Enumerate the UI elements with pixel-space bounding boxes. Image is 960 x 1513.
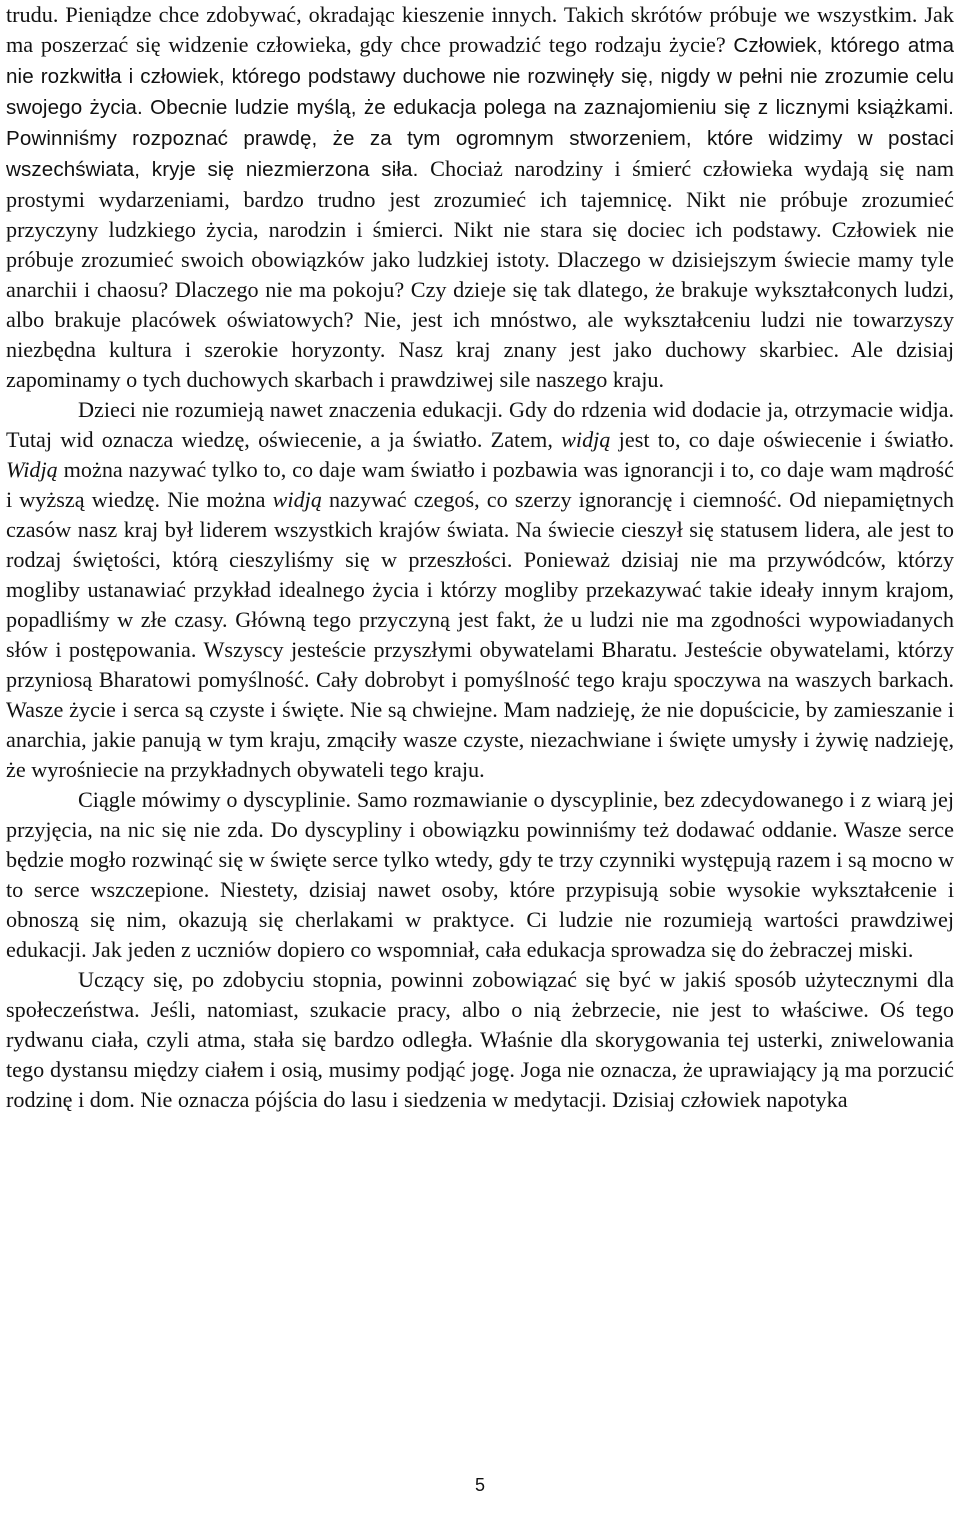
paragraph-2 — [6, 395, 954, 785]
text-run: Chociaż narodziny i śmierć człowieka wydają się nam prostymi wydarzeniami, bardzo trudno jest zrozumieć ich tajemnicę. Nikt nie próbuje zrozumieć przyczyny ludzkiego życia, narodzin i śmierci. Nikt nie stara się dociec ich podstawy. Człowiek nie próbuje zrozumieć swoich obowiązków jako ludzkiej istoty. Dlaczego w dzisiejszym świecie mamy tyle anarchii i chaosu? Dlaczego nie ma pokoju? Czy dzieje się tak dlatego, że brakuje wykształconych ludzi, albo brakuje placówek oświatowych? Nie, jest ich mnóstwo, ale wykształceniu ludzi nie towarzyszy niezbędna kultura i szerokie horyzonty. Nasz kraj znany jest jako duchowy skarbiec. Ale dzisiaj zapominamy o tych duchowych skarbach i prawdziwej sile naszego kraju. — [6, 156, 954, 392]
text-run: Ciągle mówimy o dyscyplinie. Samo rozmawianie o dyscyplinie, bez zdecydowanego i z wiarą jej przyjęcia, na nic się nie zda. Do dyscypliny i obowiązku powinniśmy też dodawać oddanie. Wasze serce będzie mogło rozwinąć się w święte serce tylko wtedy, gdy te trzy czynniki występują razem i są mocno w to serce wszczepione. Niestety, dzisiaj nawet osoby, które przypisują sobie wysokie wykształcenie i obnoszą się nim, okazują się cherlakami w praktyce. Ci ludzie nie rozumieją wartości prawdziwej edukacji. Jak jeden z uczniów dopiero co wspomniał, cała edukacja sprowadza się do żebraczej miski. — [6, 787, 955, 962]
text-run: Dzieci nie rozumieją nawet znaczenia edukacji. Gdy do rdzenia wid dodacie ja, otrzymacie widja. Tutaj wid oznacza wiedzę, oświecenie, a ja światło. Zatem, — [6, 397, 954, 452]
paragraph-4 — [6, 965, 954, 1115]
paragraph-1 — [6, 0, 954, 395]
italic-term: Widją — [6, 457, 58, 482]
text-run: jest to, co daje oświecenie i światło. — [610, 427, 954, 452]
text-run: trudu. Pieniądze chce zdobywać, okradając kieszenie innych. Takich skrótów próbuje we wszystkim. Jak ma poszerzać się widzenie człowieka, gdy chce prowadzić tego rodzaju życie? — [6, 2, 954, 57]
text-run: można nazywać tylko to, co daje wam światło i pozbawia was ignorancji i to, co daje wam mądrość i wyższą wiedzę. Nie można — [6, 457, 954, 512]
text-run: nazywać czegoś, co szerzy ignorancję i ciemność. Od niepamiętnych czasów nasz kraj był liderem wszystkich krajów świata. Na świecie cieszył się statusem lidera, ale jest to rodzaj świętości, którą cieszyliśmy się w przeszłości. Ponieważ dzisiaj nie ma przywódców, którzy mogliby ustanawiać przykład idealnego życia i którzy mogliby przekazywać takie ideały innym krajom, popadliśmy w złe czasy. Główną tego przyczyną jest fakt, że u ludzi nie ma zgodności wypowiadanych słów i postępowania. Wszyscy jesteście przyszłymi obywatelami Bharatu. Jesteście obywatelami, którzy przyniosą Bharatowi pomyślność. Cały dobrobyt i pomyślność tego kraju spoczywa na waszych barkach. Wasze życie i serca są czyste i święte. Nie są chwiejne. Mam nadzieję, że nie dopuścicie, by zamieszanie i anarchia, jakie panują w tym kraju, zmąciły wasze czyste, niezachwiane i święte umysły i żywię nadzieję, że wyrośniecie na przykładnych obywateli tego kraju. — [6, 487, 954, 782]
page-number: 5 — [474, 1475, 485, 1495]
italic-term: widją — [272, 487, 322, 512]
text-run: Uczący się, po zdobyciu stopnia, powinni zobowiązać się być w jakiś sposób użytecznymi dla społeczeństwa. Jeśli, natomiast, szukacie pracy, albo o nią żebrzecie, nie jest to właściwe. Oś tego rydwanu ciała, czyli atma, stała się bardzo odległa. Właśnie dla skorygowania tej usterki, zniwelowania tego dystansu między ciałem i osią, musimy podjąć jogę. Joga nie oznacza, że uprawiający ją ma porzucić rodzinę i dom. Nie oznacza pójścia do lasu i siedzenia w medytacji. Dzisiaj człowiek napotyka — [6, 967, 954, 1112]
text-run: Człowiek, którego atma nie rozkwitła i człowiek, którego podstawy duchowe nie rozwinęły się, nigdy w pełni nie zrozumie celu swojego życia. Obecnie ludzie myślą, że edukacja polega na zaznajomieniu się z licznymi książkami. Powinniśmy rozpoznać prawdę, że za tym ogromnym stworzeniem, które widzimy w postaci wszechświata, kryje się niezmierzona siła. — [6, 34, 955, 181]
paragraph-3 — [6, 785, 954, 965]
document-page — [6, 0, 954, 1115]
italic-term: widją — [561, 427, 611, 452]
